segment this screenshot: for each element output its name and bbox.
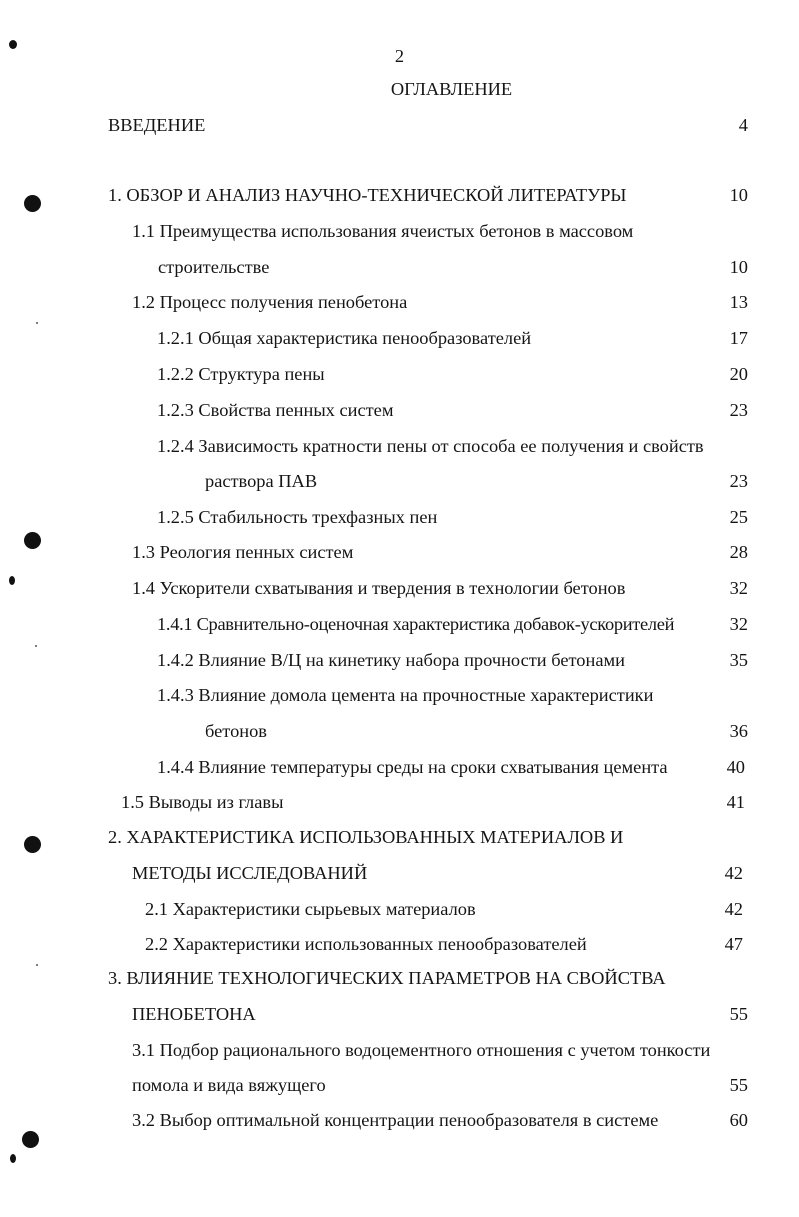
toc-page-number: 28 xyxy=(729,542,748,562)
toc-page-number: 40 xyxy=(726,757,745,777)
toc-page-number: 47 xyxy=(724,934,743,954)
toc-heading: ОГЛАВЛЕНИЕ xyxy=(390,79,513,99)
toc-page-number: 42 xyxy=(724,863,743,883)
toc-chapter-title: 3. ВЛИЯНИЕ ТЕХНОЛОГИЧЕСКИХ ПАРАМЕТРОВ НА СВОЙСТВА xyxy=(108,968,666,988)
toc-subsection-title: 1.2.2 Структура пены xyxy=(157,364,325,384)
toc-chapter-title-continued: ПЕНОБЕТОНА xyxy=(132,1004,256,1024)
toc-entry: ВВЕДЕНИЕ xyxy=(108,115,206,135)
scan-speck xyxy=(9,576,15,585)
toc-page-number: 17 xyxy=(729,328,748,348)
scan-speck xyxy=(36,322,38,324)
toc-section-title: 3.1 Подбор рационального водоцементного отношения с учетом тонкости xyxy=(132,1040,711,1060)
toc-page-number: 10 xyxy=(729,185,748,205)
toc-subsection-title: 1.2.5 Стабильность трехфазных пен xyxy=(157,507,438,527)
toc-section-title-continued: помола и вида вяжущего xyxy=(132,1075,326,1095)
toc-page-number: 55 xyxy=(729,1004,748,1024)
toc-section-title: 1.2 Процесс получения пенобетона xyxy=(132,292,408,312)
toc-page-number: 13 xyxy=(729,292,748,312)
toc-subsection-title: 1.2.4 Зависимость кратности пены от способа ее получения и свойств xyxy=(157,436,704,456)
scan-speck xyxy=(35,645,37,647)
binder-hole-mark xyxy=(24,195,41,212)
toc-page-number: 20 xyxy=(729,364,748,384)
toc-section-title: 1.1 Преимущества использования ячеистых бетонов в массовом xyxy=(132,221,634,241)
toc-page-number: 41 xyxy=(726,792,745,812)
toc-subsection-title: 1.2.3 Свойства пенных систем xyxy=(157,400,394,420)
scan-speck xyxy=(36,964,38,966)
toc-page-number: 23 xyxy=(729,400,748,420)
toc-section-title: 1.3 Реология пенных систем xyxy=(132,542,354,562)
toc-section-title: 2.1 Характеристики сырьевых материалов xyxy=(145,899,476,919)
scan-speck xyxy=(10,1154,16,1163)
toc-section-title: 3.2 Выбор оптимальной концентрации пенообразователя в системе xyxy=(132,1110,659,1130)
toc-section-title: 1.5 Выводы из главы xyxy=(121,792,284,812)
toc-subsection-title-continued: раствора ПАВ xyxy=(205,471,318,491)
page-number: 2 xyxy=(394,46,405,66)
binder-hole-mark xyxy=(24,532,41,549)
binder-hole-mark xyxy=(24,836,41,853)
toc-subsection-title: 1.4.4 Влияние температуры среды на сроки схватывания цемента xyxy=(157,757,668,777)
binder-hole-mark xyxy=(22,1131,39,1148)
toc-chapter-title-continued: МЕТОДЫ ИССЛЕДОВАНИЙ xyxy=(132,863,368,883)
toc-page-number: 4 xyxy=(738,115,748,135)
toc-subsection-title-continued: бетонов xyxy=(205,721,267,741)
toc-chapter-title: 1. ОБЗОР И АНАЛИЗ НАУЧНО-ТЕХНИЧЕСКОЙ ЛИТЕРАТУРЫ xyxy=(108,185,627,205)
toc-page-number: 35 xyxy=(729,650,748,670)
toc-page-number: 36 xyxy=(729,721,748,741)
toc-subsection-title: 1.4.3 Влияние домола цемента на прочностные характеристики xyxy=(157,685,654,705)
toc-page-number: 60 xyxy=(729,1110,748,1130)
toc-page-number: 32 xyxy=(729,614,748,634)
toc-section-title: 1.4 Ускорители схватывания и твердения в технологии бетонов xyxy=(132,578,626,598)
toc-page-number: 23 xyxy=(729,471,748,491)
toc-page-number: 55 xyxy=(729,1075,748,1095)
toc-page-number: 10 xyxy=(729,257,748,277)
toc-subsection-title: 1.2.1 Общая характеристика пенообразователей xyxy=(157,328,532,348)
toc-subsection-title: 1.4.1 Сравнительно-оценочная характеристика добавок-ускорителей xyxy=(157,614,675,634)
toc-page-number: 42 xyxy=(724,899,743,919)
toc-page-number: 25 xyxy=(729,507,748,527)
toc-section-title: 2.2 Характеристики использованных пенообразователей xyxy=(145,934,587,954)
toc-page-number: 32 xyxy=(729,578,748,598)
toc-chapter-title: 2. ХАРАКТЕРИСТИКА ИСПОЛЬЗОВАННЫХ МАТЕРИАЛОВ И xyxy=(108,827,624,847)
toc-subsection-title: 1.4.2 Влияние В/Ц на кинетику набора прочности бетонами xyxy=(157,650,625,670)
toc-section-title-continued: строительстве xyxy=(158,257,270,277)
